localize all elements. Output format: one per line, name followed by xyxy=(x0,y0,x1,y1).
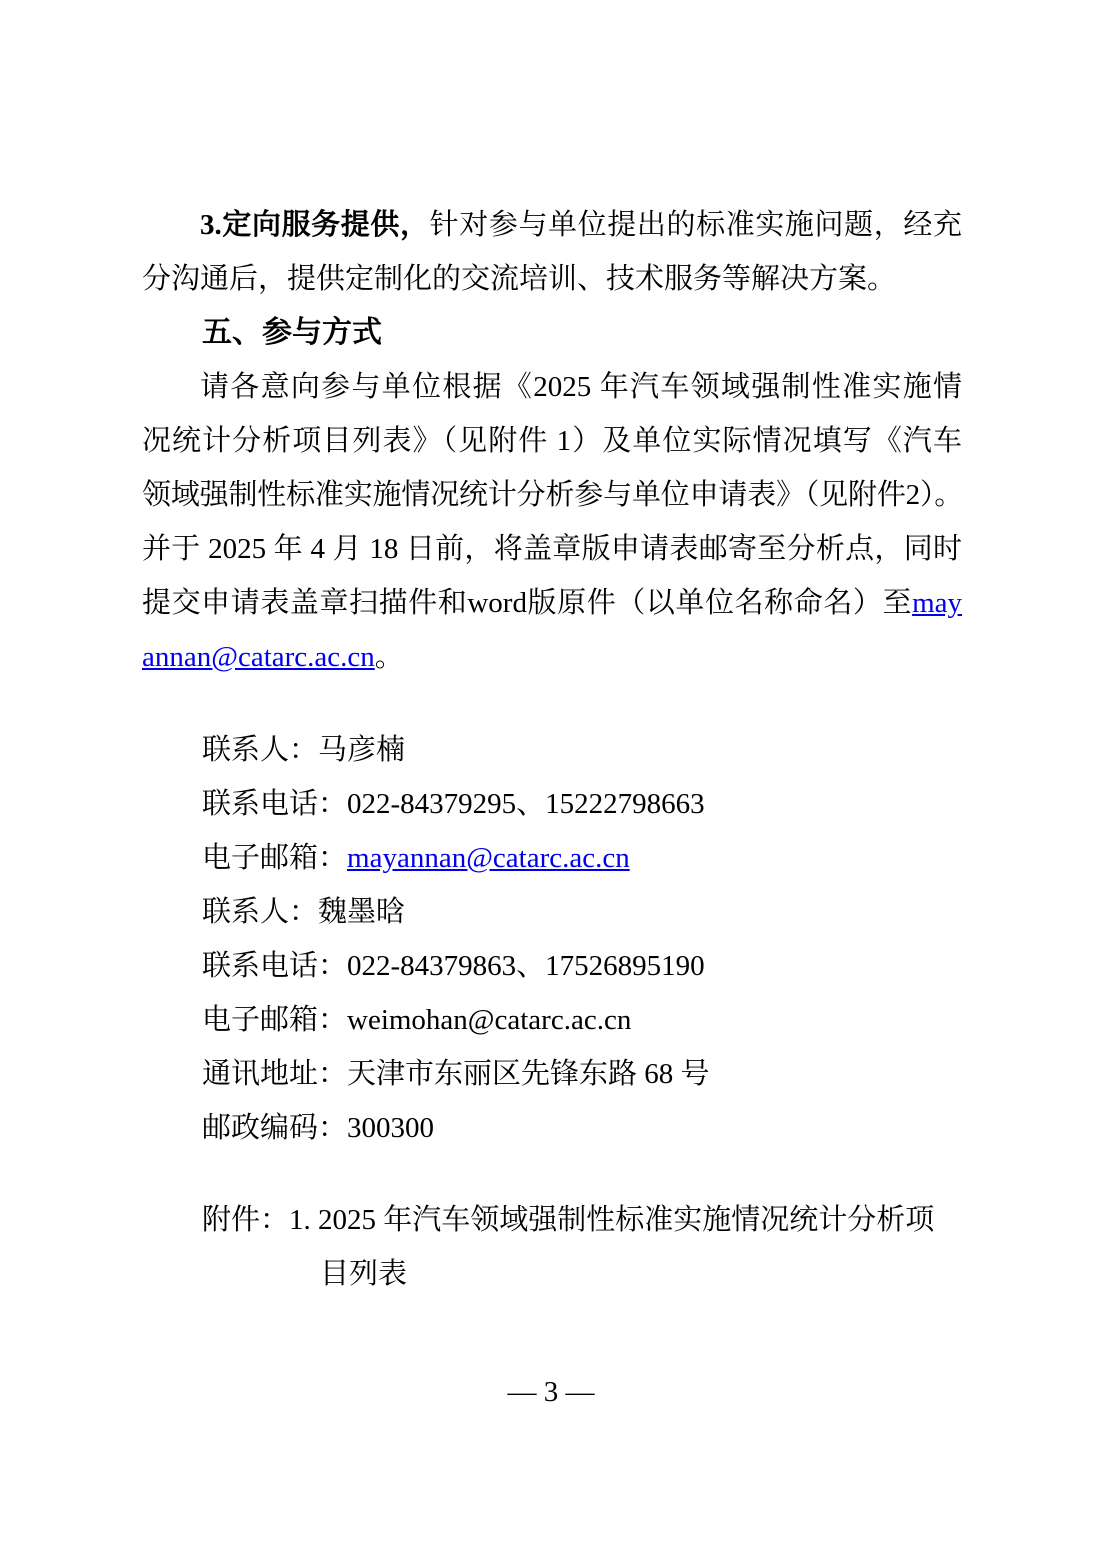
apply-paragraph-line6-end: 。 xyxy=(374,641,404,673)
apply-paragraph-line5 xyxy=(142,576,962,630)
apply-paragraph-line5-text: 提交申请表盖章扫描件和word版原件（以单位名称命名）至 xyxy=(142,587,913,619)
section-heading-participation: 五、参与方式 xyxy=(202,316,382,349)
contact1-name-line: 联系人：马彦楠 xyxy=(202,734,406,766)
apply-paragraph-line3: 领域强制性标准实施情况统计分析参与单位申请表》（见附件2）。 xyxy=(142,479,962,511)
apply-paragraph-line4: 并于 2025 年 4 月 18 日前，将盖章版申请表邮寄至分析点，同时 xyxy=(142,533,962,565)
attachment-line2: 目列表 xyxy=(320,1258,408,1290)
contact1-email-label: 电子邮箱： xyxy=(202,842,348,874)
apply-paragraph-line2: 况统计分析项目列表》（见附件 1）及单位实际情况填写《汽车 xyxy=(142,425,962,457)
service-item-line2: 分沟通后，提供定制化的交流培训、技术服务等解决方案。 xyxy=(142,263,897,295)
email-link-contact1[interactable]: mayannan@catarc.ac.cn xyxy=(347,842,630,874)
contact2-phone-line: 联系电话：022-84379863、17526895190 xyxy=(202,950,705,982)
postal-code-line: 邮政编码：300300 xyxy=(202,1112,435,1144)
service-item-line1 xyxy=(142,198,962,252)
main-text-block xyxy=(142,198,962,684)
service-item-line1-rest: 针对参与单位提出的标准实施问题，经充 xyxy=(429,209,962,241)
email-link-inline-part2[interactable]: annan@catarc.ac.cn xyxy=(142,641,375,673)
attachment-block xyxy=(142,1193,962,1301)
contact1-phone-line: 联系电话：022-84379295、15222798663 xyxy=(202,788,705,820)
apply-paragraph-line6 xyxy=(142,630,962,684)
email-link-inline-part1[interactable]: may xyxy=(912,587,962,619)
contact2-email-line: 电子邮箱：weimohan@catarc.ac.cn xyxy=(202,1004,632,1036)
contact2-name-line: 联系人：魏墨晗 xyxy=(202,896,406,928)
mailing-address-line: 通讯地址：天津市东丽区先锋东路 68 号 xyxy=(202,1058,710,1090)
contact1-email-line xyxy=(142,831,962,885)
contact-info-block xyxy=(142,723,962,1155)
page-number: — 3 — xyxy=(507,1376,595,1408)
attachment-line1: 附件：1. 2025 年汽车领域强制性标准实施情况统计分析项 xyxy=(202,1204,935,1236)
service-item-lead: 3.定向服务提供， xyxy=(200,209,430,241)
apply-paragraph-line1: 请各意向参与单位根据《2025 年汽车领域强制性准实施情 xyxy=(200,371,962,403)
